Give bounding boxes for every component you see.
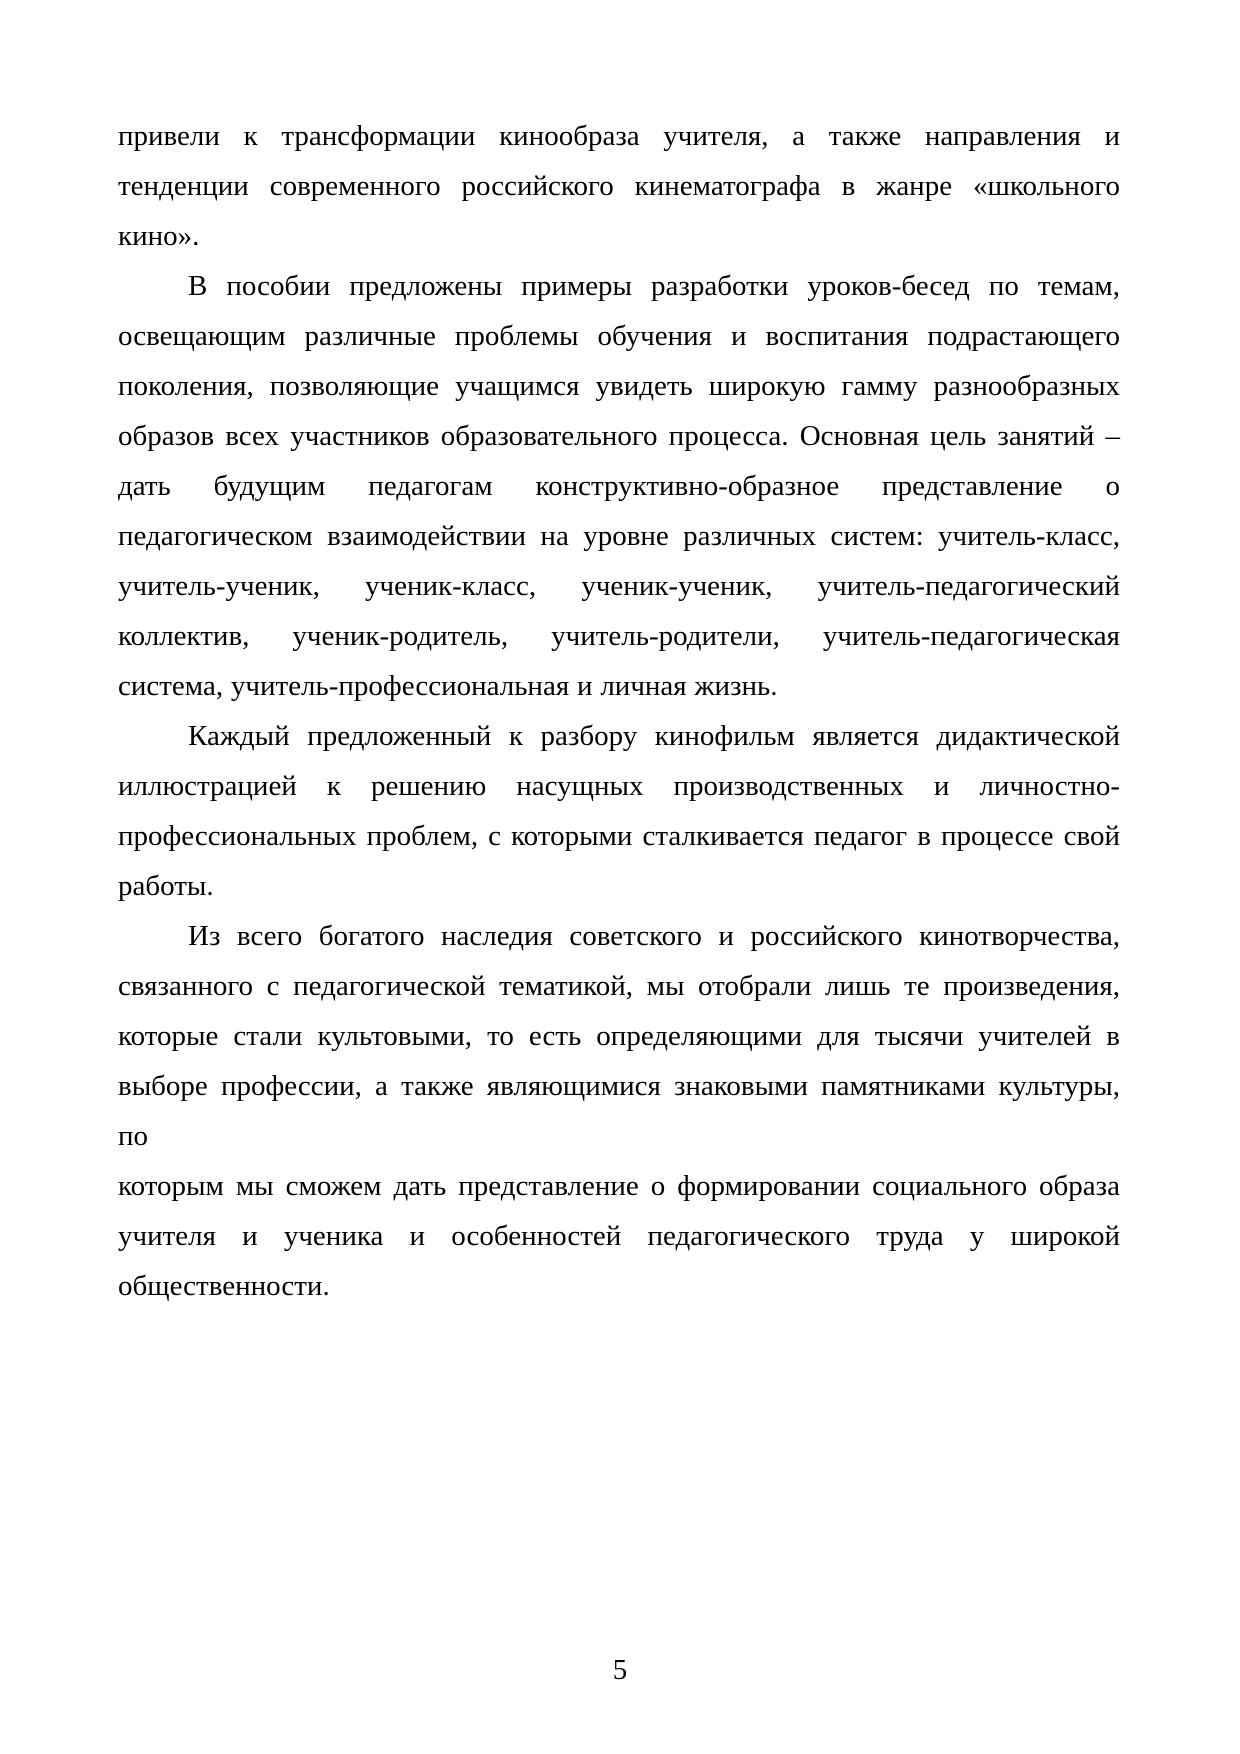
text-line: тенденции современного российского кинематографа в жанре «школьного — [118, 170, 1120, 202]
text-line: Каждый предложенный к разбору кинофильм является дидактической — [188, 720, 1120, 752]
text-line: которые стали культовыми, то есть определяющими для тысячи учителей в — [118, 1020, 1120, 1052]
paragraph — [118, 911, 1120, 1311]
text-line: учитель-ученик, ученик-класс, ученик-ученик, учитель-педагогический — [118, 570, 1120, 602]
text-line: система, учитель-профессиональная и личная жизнь. — [118, 670, 778, 702]
text-line: В пособии предложены примеры разработки уроков-бесед по темам, — [188, 270, 1120, 302]
text-line: связанного с педагогической тематикой, мы отобрали лишь те произведения, — [118, 970, 1120, 1002]
text-line: учителя и ученика и особенностей педагогического труда у широкой — [118, 1220, 1120, 1252]
paragraph — [118, 711, 1120, 911]
text-line: поколения, позволяющие учащимся увидеть широкую гамму разнообразных — [118, 370, 1120, 402]
text-line: коллектив, ученик-родитель, учитель-родители, учитель-педагогическая — [118, 620, 1120, 652]
text-line: привели к трансформации кинообраза учителя, а также направления и — [118, 120, 1120, 152]
text-line: профессиональных проблем, с которыми сталкивается педагог в процессе свой — [118, 820, 1120, 852]
text-line: работы. — [118, 870, 214, 902]
text-line: которым мы сможем дать представление о формировании социального образа — [118, 1170, 1120, 1202]
text-line: образов всех участников образовательного процесса. Основная цель занятий – — [118, 420, 1120, 452]
page-number: 5 — [612, 1654, 628, 1686]
paragraph — [118, 261, 1120, 711]
text-line: выборе профессии, а также являющимися знаковыми памятниками культуры, по — [118, 1070, 1120, 1152]
text-line: общественности. — [118, 1270, 330, 1302]
text-line: дать будущим педагогам конструктивно-образное представление о — [118, 470, 1120, 502]
text-line: педагогическом взаимодействии на уровне различных систем: учитель-класс, — [118, 520, 1120, 552]
paragraph — [118, 111, 1120, 261]
text-line: иллюстрацией к решению насущных производственных и личностно- — [118, 770, 1120, 802]
text-line: Из всего богатого наследия советского и российского кинотворчества, — [188, 920, 1120, 952]
text-line: кино». — [118, 220, 200, 252]
body-text — [118, 111, 1120, 1311]
text-line: освещающим различные проблемы обучения и воспитания подрастающего — [118, 320, 1120, 352]
